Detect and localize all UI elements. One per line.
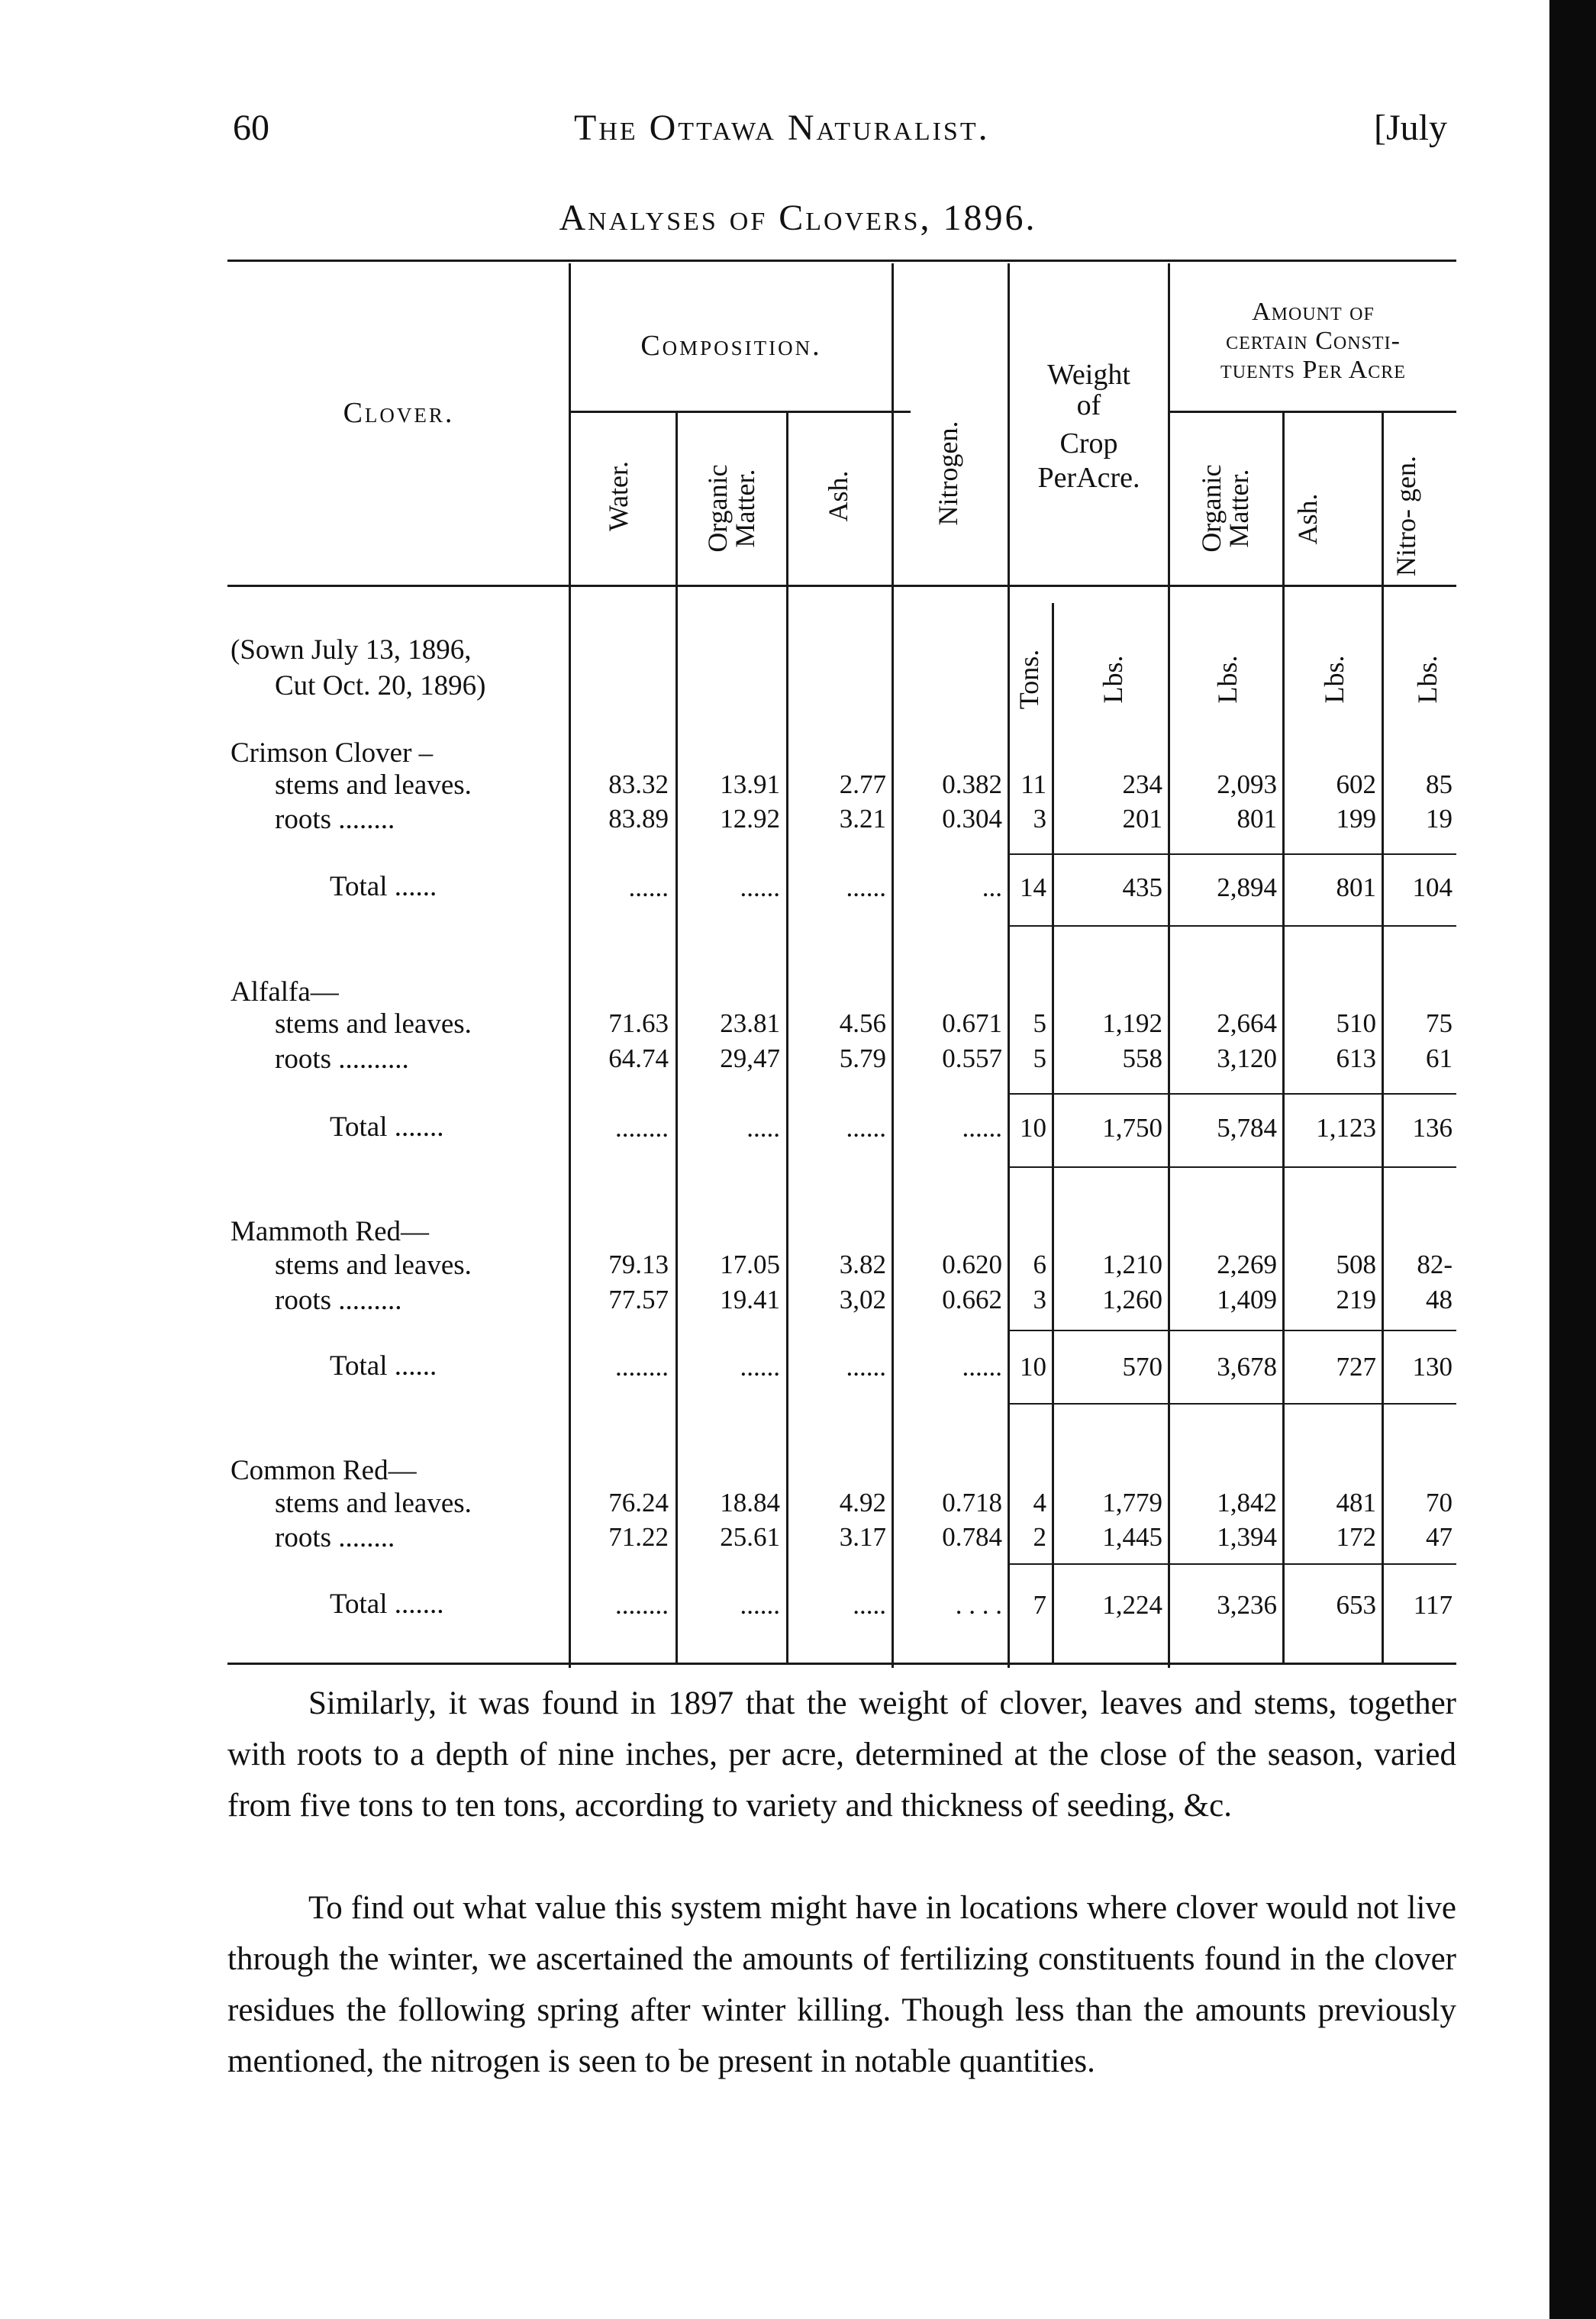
group-name: Alfalfa— [231, 976, 339, 1008]
cell-ash-lbs: 510 [1336, 1008, 1376, 1038]
cell-organic: 17.05 [720, 1250, 780, 1279]
row-label: stems and leaves. [275, 1488, 472, 1519]
cell-tons: 5 [1033, 1008, 1046, 1038]
cell-organic: 12.92 [720, 804, 780, 834]
cell-ash: ...... [846, 1113, 886, 1143]
cell-ash: 5.79 [839, 1043, 886, 1073]
cell-ash: ...... [846, 1352, 886, 1382]
cell-lbs: 558 [1122, 1043, 1162, 1073]
cell-tons: 11 [1020, 769, 1046, 799]
cell-ash-lbs: 653 [1336, 1590, 1376, 1620]
scan-edge-bar [1549, 0, 1596, 2319]
header-weight-3: Crop [1059, 427, 1118, 460]
cell-organic: 25.61 [720, 1522, 780, 1552]
table-top-rule [227, 260, 1456, 262]
cell-ash-lbs: 172 [1336, 1522, 1376, 1552]
header-weight-2: of [1076, 389, 1101, 421]
row-label: roots ........ [275, 1522, 395, 1553]
cell-tons: 10 [1020, 1113, 1046, 1143]
cell-water: ........ [615, 1590, 669, 1620]
amount-underline [1169, 411, 1456, 413]
cell-water: ........ [615, 1113, 669, 1143]
cell-organic: 18.84 [720, 1488, 780, 1518]
total-rule [1009, 925, 1456, 927]
cell-nitrogen: 0.718 [942, 1488, 1002, 1518]
header-weight-4: PerAcre. [1037, 462, 1140, 494]
row-label: stems and leaves. [275, 769, 472, 801]
cell-organic-lbs: 2,093 [1217, 769, 1277, 799]
header-ash: Ash. [823, 470, 853, 522]
cell-lbs: 1,210 [1102, 1250, 1162, 1279]
cell-ash: 3.21 [839, 804, 886, 834]
page-number: 60 [233, 108, 269, 148]
cell-organic: 23.81 [720, 1008, 780, 1038]
cell-organic: 13.91 [720, 769, 780, 799]
cell-tons: 7 [1033, 1590, 1046, 1620]
header-weight-1: Weight [1047, 359, 1130, 391]
total-rule [1009, 1563, 1456, 1565]
row-label: roots ........ [275, 804, 395, 835]
unit-lbs: Lbs. [1098, 655, 1128, 704]
cell-water: 83.89 [608, 804, 669, 834]
row-label: roots ......... [275, 1285, 402, 1316]
cell-ash: 3.82 [839, 1250, 886, 1279]
cell-nitrogen: 0.662 [942, 1285, 1002, 1314]
header-ash-acre: Ash. [1292, 493, 1323, 545]
cell-lbs: 1,224 [1102, 1590, 1162, 1620]
header-clover: Clover. [343, 397, 455, 429]
cell-organic-lbs: 3,678 [1217, 1352, 1277, 1382]
cell-organic-lbs: 3,120 [1217, 1043, 1277, 1073]
cell-ash: ..... [853, 1590, 886, 1620]
header-bottom-rule [227, 585, 1456, 587]
cell-water: 71.22 [608, 1522, 669, 1552]
total-rule [1009, 1403, 1456, 1405]
unit-tons: Tons. [1014, 649, 1044, 710]
header-amount-3: tuents Per Acre [1220, 356, 1406, 384]
cell-nitrogen: 0.557 [942, 1043, 1002, 1073]
cell-lbs: 1,260 [1102, 1285, 1162, 1314]
cell-organic-lbs: 5,784 [1217, 1113, 1277, 1143]
header-nitrogen-acre: Nitro- gen. [1391, 456, 1421, 576]
cell-nitrogen: 0.382 [942, 769, 1002, 799]
cell-nitrogen-lbs: 19 [1426, 804, 1453, 834]
total-rule [1009, 853, 1456, 855]
cell-nitrogen: 0.784 [942, 1522, 1002, 1552]
cell-tons: 14 [1020, 872, 1046, 902]
total-rule [1009, 1166, 1456, 1168]
cell-ash: 4.56 [839, 1008, 886, 1038]
cell-ash-lbs: 602 [1336, 769, 1376, 799]
cell-ash: 2.77 [839, 769, 886, 799]
header-water: Water. [603, 460, 634, 532]
cell-tons: 3 [1033, 804, 1046, 834]
cell-organic-lbs: 1,409 [1217, 1285, 1277, 1314]
total-rule [1009, 1093, 1456, 1095]
cell-ash: ...... [846, 872, 886, 902]
cell-nitrogen-lbs: 61 [1426, 1043, 1453, 1073]
cell-nitrogen: 0.671 [942, 1008, 1002, 1038]
cell-ash-lbs: 199 [1336, 804, 1376, 834]
cell-ash: 4.92 [839, 1488, 886, 1518]
body-paragraph-2: To find out what value this system might have in locations where clover would not live through the winter, we ascertained the amounts of fertilizing constituents found in the clover residues the following spring after winter killing. Though less than the amounts previously mentioned, the nitrogen is seen to be present in notable quantities. [227, 1890, 1456, 2079]
header-nitrogen: Nitrogen. [933, 421, 963, 526]
cell-water: ........ [615, 1352, 669, 1382]
group-name: Common Red— [231, 1455, 417, 1486]
cell-organic: ...... [740, 872, 780, 902]
unit-lbs-nitrogen: Lbs. [1412, 655, 1443, 704]
cell-organic: ..... [746, 1113, 780, 1143]
table-title: Analyses of Clovers, 1896. [559, 198, 1037, 238]
cell-lbs: 234 [1122, 769, 1162, 799]
cell-ash-lbs: 1,123 [1316, 1113, 1376, 1143]
cell-organic-lbs: 1,394 [1217, 1522, 1277, 1552]
cell-nitrogen-lbs: 82- [1417, 1250, 1453, 1279]
cell-lbs: 435 [1122, 872, 1162, 902]
cell-water: 79.13 [608, 1250, 669, 1279]
body-paragraph-1: Similarly, it was found in 1897 that the weight of clover, leaves and stems, together with roots to a depth of nine inches, per acre, determined at the close of the season, varied from five tons to ten tons, according to variety and thickness of seeding, &c. [227, 1685, 1456, 1824]
cell-organic: 29,47 [720, 1043, 780, 1073]
cell-nitrogen-lbs: 117 [1413, 1590, 1453, 1620]
cell-ash-lbs: 613 [1336, 1043, 1376, 1073]
cell-organic: ...... [740, 1352, 780, 1382]
cell-water: 77.57 [608, 1285, 669, 1314]
group-name: Mammoth Red— [231, 1216, 430, 1247]
unit-lbs-ash: Lbs. [1319, 655, 1349, 704]
cell-nitrogen-lbs: 75 [1426, 1008, 1453, 1038]
cell-lbs: 201 [1122, 804, 1162, 834]
cell-nitrogen: . . . . [955, 1590, 1002, 1620]
cell-organic-lbs: 2,664 [1217, 1008, 1277, 1038]
row-label: stems and leaves. [275, 1250, 472, 1281]
cell-organic-lbs: 2,269 [1217, 1250, 1277, 1279]
cell-nitrogen: ...... [962, 1113, 1002, 1143]
cell-tons: 6 [1033, 1250, 1046, 1279]
cell-lbs: 1,750 [1102, 1113, 1162, 1143]
column-rule [569, 263, 571, 1668]
cell-organic-lbs: 3,236 [1217, 1590, 1277, 1620]
cell-water: 71.63 [608, 1008, 669, 1038]
header-organic-matter: Organic Matter. [702, 464, 760, 553]
cell-ash-lbs: 508 [1336, 1250, 1376, 1279]
total-label: Total ....... [330, 1588, 444, 1620]
cell-tons: 10 [1020, 1352, 1046, 1382]
cell-nitrogen-lbs: 47 [1426, 1522, 1453, 1552]
cell-ash: 3.17 [839, 1522, 886, 1552]
header-organic-matter-acre: Organic Matter. [1196, 464, 1254, 553]
cell-lbs: 1,192 [1102, 1008, 1162, 1038]
total-rule [1009, 1330, 1456, 1331]
cell-tons: 2 [1033, 1522, 1046, 1552]
cell-organic-lbs: 2,894 [1217, 872, 1277, 902]
row-label: roots .......... [275, 1043, 409, 1075]
cell-nitrogen: 0.620 [942, 1250, 1002, 1279]
cell-ash-lbs: 801 [1336, 872, 1376, 902]
cell-ash-lbs: 481 [1336, 1488, 1376, 1518]
sown-note-line2: Cut Oct. 20, 1896) [275, 670, 486, 702]
unit-lbs-organic: Lbs. [1212, 655, 1243, 704]
cell-nitrogen-lbs: 48 [1426, 1285, 1453, 1314]
cell-lbs: 1,445 [1102, 1522, 1162, 1552]
cell-organic-lbs: 1,842 [1217, 1488, 1277, 1518]
row-label: stems and leaves. [275, 1008, 472, 1040]
group-name: Crimson Clover – [231, 737, 434, 769]
cell-nitrogen-lbs: 130 [1412, 1352, 1453, 1382]
sown-note-line1: (Sown July 13, 1896, [231, 634, 472, 666]
header-amount-1: Amount of [1252, 298, 1375, 326]
header-composition: Composition. [640, 330, 822, 362]
cell-organic: 19.41 [720, 1285, 780, 1314]
table-bottom-rule [227, 1663, 1456, 1665]
total-label: Total ...... [330, 871, 437, 902]
cell-nitrogen-lbs: 136 [1412, 1113, 1453, 1143]
cell-water: 76.24 [608, 1488, 669, 1518]
cell-nitrogen: ...... [962, 1352, 1002, 1382]
cell-organic-lbs: 801 [1236, 804, 1277, 834]
column-rule [1168, 263, 1170, 1668]
cell-nitrogen-lbs: 104 [1412, 872, 1453, 902]
cell-ash-lbs: 727 [1336, 1352, 1376, 1382]
header-amount-2: certain Consti- [1226, 327, 1401, 355]
cell-water: 64.74 [608, 1043, 669, 1073]
cell-nitrogen: 0.304 [942, 804, 1002, 834]
cell-nitrogen-lbs: 70 [1426, 1488, 1453, 1518]
cell-ash: 3,02 [839, 1285, 886, 1314]
total-label: Total ...... [330, 1350, 437, 1382]
cell-organic: ...... [740, 1590, 780, 1620]
cell-lbs: 1,779 [1102, 1488, 1162, 1518]
issue-month: [July [1374, 108, 1447, 148]
column-rule [892, 263, 894, 1668]
cell-nitrogen-lbs: 85 [1426, 769, 1453, 799]
total-label: Total ....... [330, 1111, 444, 1143]
cell-tons: 4 [1033, 1488, 1046, 1518]
cell-ash-lbs: 219 [1336, 1285, 1376, 1314]
cell-tons: 5 [1033, 1043, 1046, 1073]
cell-nitrogen: ... [982, 872, 1002, 902]
journal-title: The Ottawa Naturalist. [574, 108, 990, 148]
cell-water: 83.32 [608, 769, 669, 799]
cell-tons: 3 [1033, 1285, 1046, 1314]
cell-lbs: 570 [1122, 1352, 1162, 1382]
cell-water: ...... [628, 872, 669, 902]
